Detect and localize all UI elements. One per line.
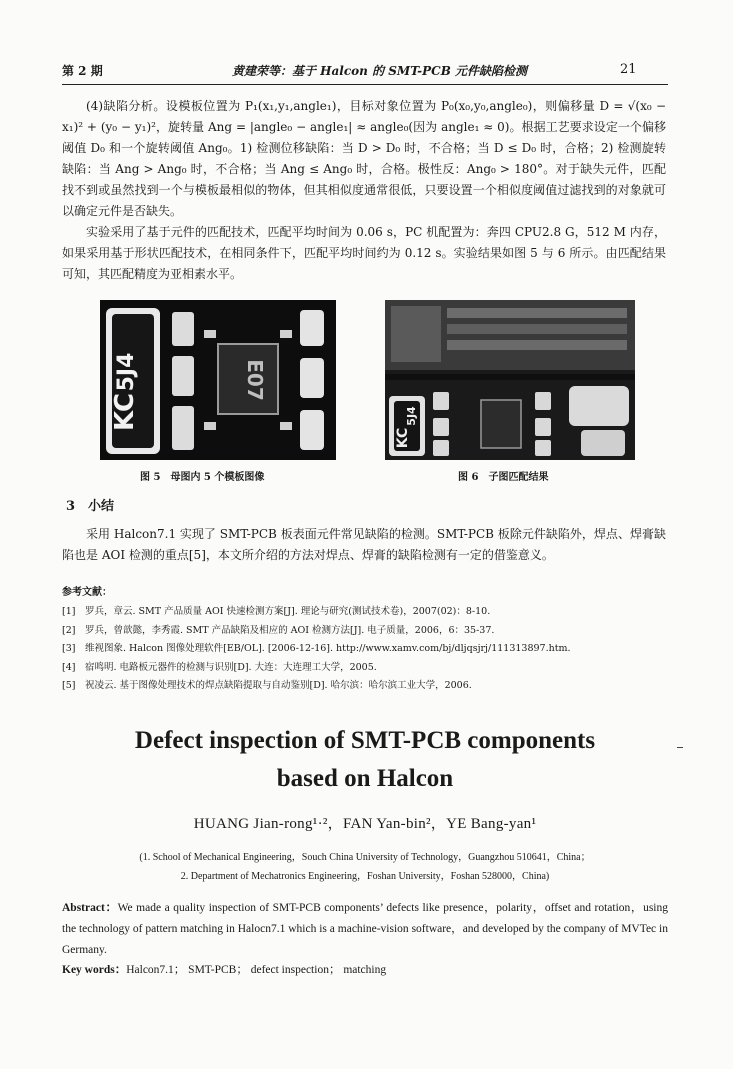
english-title [62, 722, 668, 798]
figure-6-caption: 图 6 子图匹配结果 [458, 472, 549, 483]
keywords-text: Halcon7.1； SMT-PCB； defect inspection； matching [126, 964, 387, 976]
english-keywords [62, 961, 668, 977]
figure-6-label-kc: KC [395, 427, 411, 449]
english-title-line-1: Defect inspection of SMT-PCB components [134, 727, 596, 754]
paragraph-experiment: 实验采用了基于元件的匹配技术，匹配平均时间为 0.06 s，PC 机配置为：奔四 CPU2.8 G，512 M 内存，如果采用基于形状匹配技术，在相同条件下，匹配平均时间约为 0.12 s。实验结果如图 5 与 6 所示。由匹配结果可知，其匹配精度为亚相素水平。 [62, 225, 666, 281]
header-running-title: 黄建荣等：基于 Halcon 的 SMT-PCB 元件缺陷检测 [232, 64, 528, 78]
english-title-line-2: based on Halcon [276, 765, 454, 792]
margin-tick [677, 747, 683, 748]
reference-item: [3] 维视图象. Halcon 图像处理软件[EB/OL]. [2006-12-16]. http://www.xamv.com/bj/dljqsjrj/111313897.htm. [62, 643, 571, 654]
header-rule [62, 84, 668, 85]
reference-item: [2] 罗兵，曾歆懿，李秀霞. SMT 产品缺陷及相应的 AOI 检测方法[J]. 电子质量，2006，6：35-37. [62, 624, 495, 636]
header-page-number: 21 [620, 62, 637, 77]
reference-item: [4] 宿鸣明. 电路板元器件的检测与识别[D]. 大连：大连理工大学，2005. [62, 661, 377, 673]
affiliation-2: 2. Department of Mechatronics Engineering，Foshan University，Foshan 528000，China) [180, 871, 550, 882]
english-authors: HUANG Jian-rong¹·²，FAN Yan-bin²，YE Bang-yan¹ [193, 816, 537, 832]
paragraph-defect-analysis: (4)缺陷分析。设模板位置为 P₁(x₁,y₁,angle₁)，目标对象位置为 P₀(x₀,y₀,angle₀)，则偏移量 D = √(x₀ − x₁)² + (y₀ − y₁)²，旋转量 Ang = |angle₀ − angle₁| ≈ angle₀(因为 angle₁ ≈ 0)。根据工艺要求设定一个偏移阈值 D₀ 和一个旋转阈值 Ang₀。1) 检测位移缺陷：当 D > D₀ 时，不合格；当 D ≤ D₀ 时，合格；2) 检测旋转缺陷：当 Ang > Ang₀ 时，不合格；当 Ang ≤ Ang₀ 时，合格。极性反：Ang₀ > 180°。对于缺失元件，匹配找不到或虽然找到一个与模板最相似的物体，但其相似度通常很低，只要设置一个相似度阈值过滤找到的对象就可以确定元件是否缺失。 [62, 99, 666, 218]
reference-item: [5] 祝凌云. 基于图像处理技术的焊点缺陷提取与自动鉴别[D]. 哈尔滨：哈尔滨工业大学，2006. [62, 680, 472, 691]
english-abstract [62, 898, 668, 961]
figure-5-pcb-photo [100, 300, 336, 460]
figure-5-caption: 图 5 母图内 5 个模板图像 [140, 472, 265, 483]
keywords-label: Key words： [62, 964, 127, 976]
figure-5-label-e07: E07 [243, 359, 267, 401]
conclusion-paragraph: 采用 Halcon7.1 实现了 SMT-PCB 板表面元件常见缺陷的检测。SMT-PCB 板除元件缺陷外，焊点、焊膏缺陷也是 AOI 检测的重点[5]，本文所介绍的方法对焊点、焊膏的缺陷检测有一定的借鉴意义。 [62, 527, 666, 562]
english-affiliations [62, 848, 668, 886]
abstract-text: We made a quality inspection of SMT-PCB components’ defects like presence，polarity，offset and rotation，using the technology of pattern matching in Halocn7.1 which is a machine-vision software，and developed by the company of MVTec in Germany. [62, 902, 669, 956]
reference-item: [1] 罗兵，章云. SMT 产品质量 AOI 快速检测方案[J]. 理论与研究(测试技术卷)，2007(02)：8-10. [62, 606, 491, 617]
figure-6-label-5j4: 5J4 [405, 406, 418, 426]
references-list [62, 603, 672, 696]
section-paragraph [62, 524, 666, 566]
affiliation-1: (1. School of Mechanical Engineering，Souch China University of Technology，Guangzhou 510641，China； [139, 852, 591, 863]
figure-5-image [100, 300, 336, 460]
body-text [62, 96, 666, 285]
header-issue: 第 2 期 [62, 64, 103, 78]
section-title: 3 小结 [66, 499, 115, 514]
references-title: 参考文献： [62, 587, 112, 598]
figure-6-pcb-photo [385, 300, 635, 460]
figure-5-label-5j4: 5J4 [114, 352, 139, 392]
figure-6-image [385, 300, 635, 460]
figure-5-label-kc: KC [110, 392, 140, 432]
abstract-label: Abstract： [62, 902, 118, 914]
